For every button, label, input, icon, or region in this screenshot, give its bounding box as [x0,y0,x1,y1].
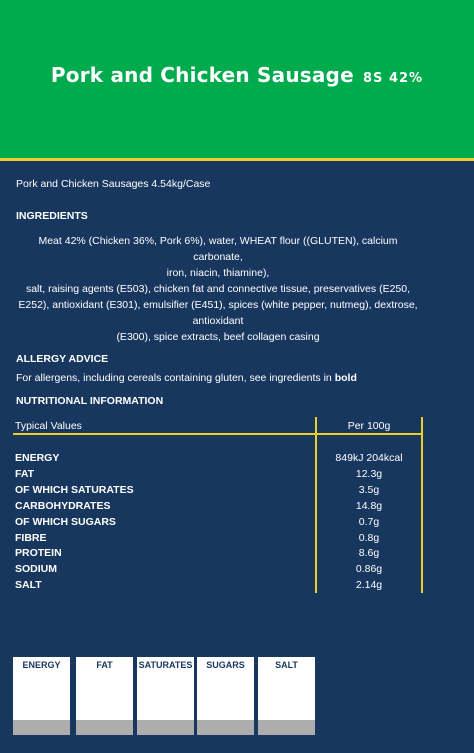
allergy-bold-word: bold [334,372,357,384]
ingredients-line: iron, niacin, thiamine), [166,267,270,279]
table-row: ENERGY 849kJ 204kcal [15,452,403,464]
allergy-heading: ALLERGY ADVICE [16,353,109,365]
gda-bar [197,720,254,735]
gda-box-saturates: SATURATES [137,657,194,735]
table-row: PROTEIN 8.6g [15,547,380,559]
table-row: SODIUM 0.86g [15,563,383,575]
column-header-per-100g: Per 100g [347,420,391,432]
table-row: CARBOHYDRATES 14.8g [15,500,383,512]
column-header-typical-values: Typical Values [15,420,82,432]
ingredients-heading: INGREDIENTS [16,210,88,222]
gda-bar [258,720,315,735]
nutrition-heading: NUTRITIONAL INFORMATION [16,395,164,407]
product-description: Pork and Chicken Sausages 4.54kg/Case [16,178,211,190]
nutrition-table [13,417,423,593]
ingredients-line: salt, raising agents (E503), chicken fat and connective tissue, preservatives (E250, [25,283,411,295]
product-subtitle: 8S 42% [363,71,424,86]
gda-box-sugars: SUGARS [197,657,254,735]
table-row: FIBRE 0.8g [15,532,380,544]
gda-bar [76,720,133,735]
page-title [0,63,474,87]
gda-bar [13,720,70,735]
gda-box-energy: ENERGY [13,657,70,735]
ingredients-text [18,233,418,345]
table-divider [13,433,423,435]
table-row: FAT 12.3g [15,468,383,480]
table-row: OF WHICH SUGARS 0.7g [15,516,380,528]
allergy-text: For allergens, including cereals containing gluten, see ingredients in bold [16,372,357,384]
table-row: OF WHICH SATURATES 3.5g [15,484,380,496]
ingredients-line: (E300), spice extracts, beef collagen casing [116,331,320,343]
gda-box-fat: FAT [76,657,133,735]
ingredients-line: Meat 42% (Chicken 36%, Pork 6%), water, WHEAT flour ((GLUTEN), calcium carbonate, [38,235,398,263]
product-name: Pork and Chicken Sausage [50,63,354,87]
table-row: SALT 2.14g [15,579,383,591]
ingredients-line: antioxidant [192,315,244,327]
gda-box-salt: SALT [258,657,315,735]
ingredients-line: E252), antioxidant (E301), emulsifier (E451), spices (white pepper, nutmeg), dextrose, [18,299,418,311]
gda-bar [137,720,194,735]
